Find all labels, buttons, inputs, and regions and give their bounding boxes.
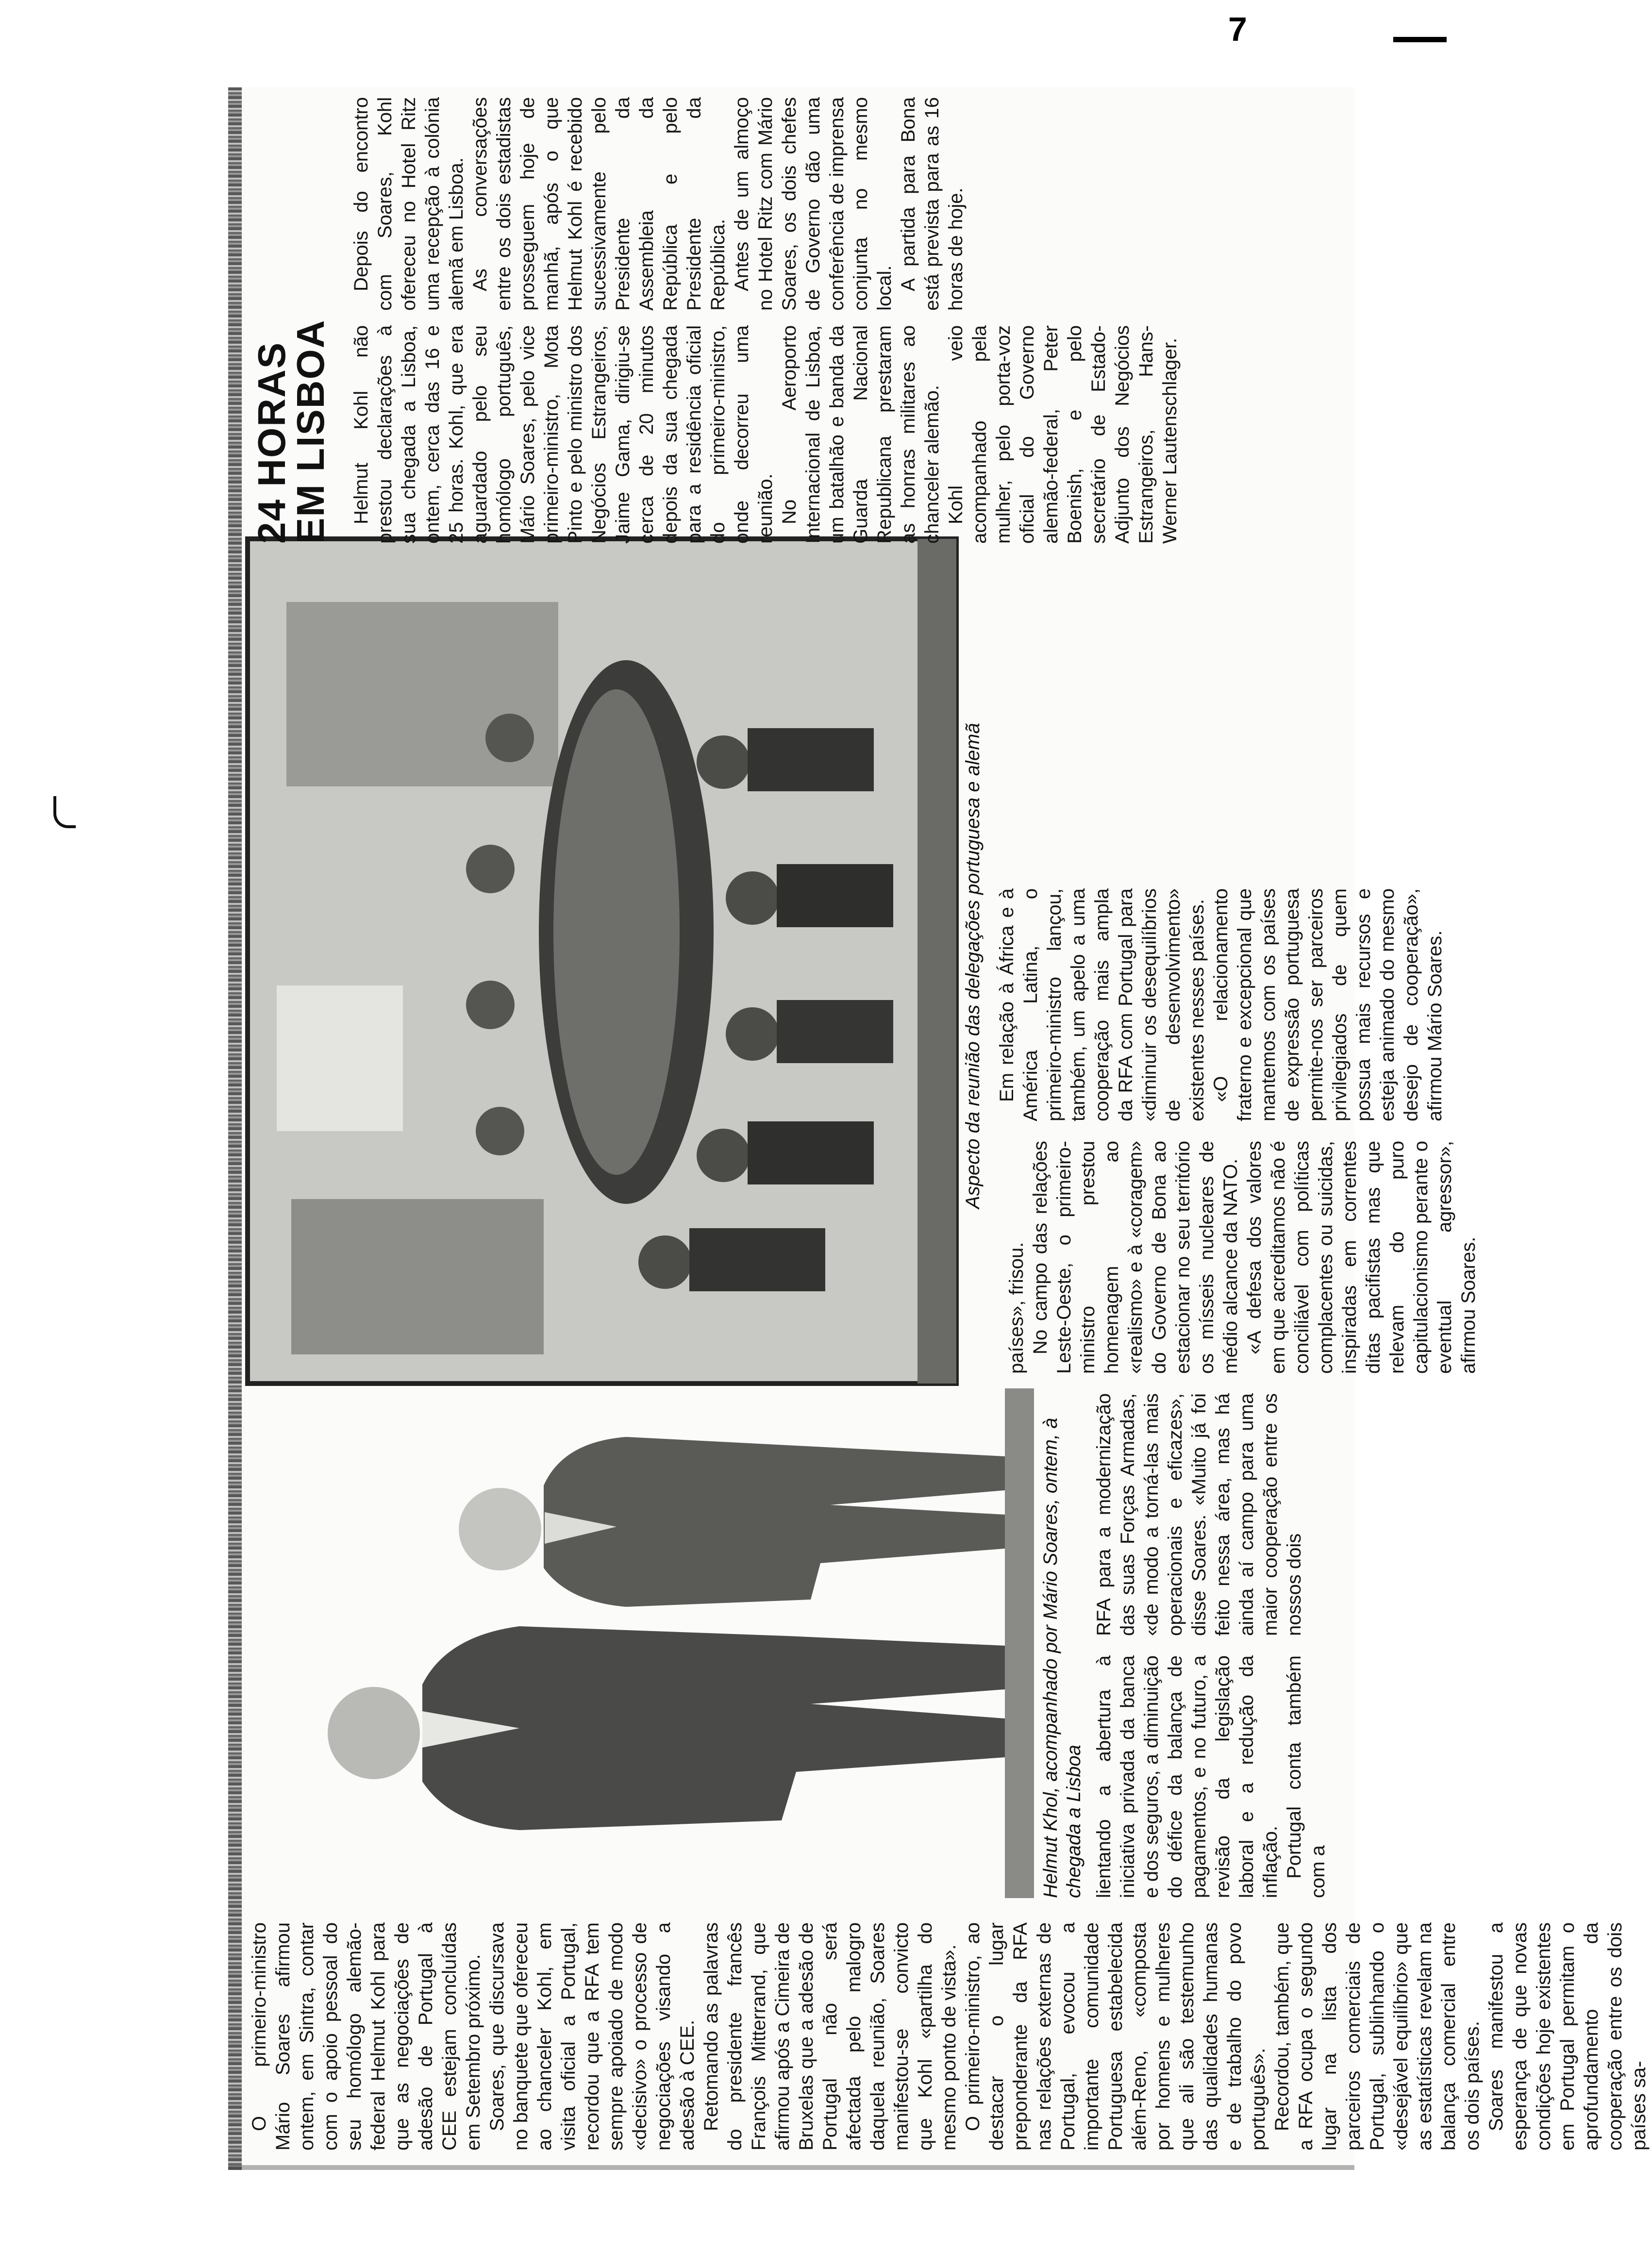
column-2-text: lientando a abertura à iniciativa privada da banca e dos seguros, a diminuição do défice da balança de pagamentos, e no futuro, a revisão da legislação laboral e a redução da inflação. — [1093, 1655, 1281, 1898]
column-5-text: «O relacionamento fraterno e excepcional que mantemos com os países de expressão portuguesa permite-nos ser parceiros privilegiados de quem possua mais recursos e esteja animado do mesmo desejo de cooperação», afirmou Mário Soares. — [1210, 888, 1446, 1121]
sidebar-paragraph: Kohl veio acompanhado pela mulher, pelo porta-voz oficial do Governo alemão-federal, Peter Boenish, e pelo secretário de Estado-Adjunto dos Negócios Estrangeiros, Hans-Werner Lautenschlager. — [945, 325, 1181, 544]
photo-caption-left: Helmut Khol, acompanhado por Mário Soares, ontem, à chegada a Lisboa — [1040, 1418, 1084, 1898]
article-column-2 — [1092, 1655, 1330, 1898]
column-4-text: países», frisou. — [1006, 1242, 1027, 1374]
column-4-text: «A defesa dos valores em que acreditamos não é conciliável com políticas complacentes ou suicidas, inspiradas em correntes ditas pacifistas mas que relevam do puro capitulacionismo perante o eventual agressor», afirmou Soares. — [1244, 1141, 1479, 1374]
lead-paragraph: Soares, que discursava no banquete que ofereceu ao chanceler Kohl, em visita oficial a Portugal, recordou que a RFA tem sempre apoiado de modo «decisivo» o processo de negociações visando a adesão à CEE. — [486, 1922, 698, 2151]
sidebar-headline — [252, 92, 330, 544]
top-rule — [228, 87, 242, 2170]
sidebar-paragraph: Antes de um almoço no Hotel Ritz com Mário Soares, os dois chefes de Governo dão uma conferência de imprensa conjunta no mesmo local. — [731, 97, 895, 311]
sidebar-headline-line-2: EM LISBOA — [289, 319, 332, 544]
corner-mark-dash: — — [1393, 6, 1447, 66]
lead-paragraph: Retomando as palavras do presidente francês François Mitterrand, que afirmou após a Cimeira de Bruxelas que a adesão de Portugal não será afectada pelo malogro daquela reunião, Soares manifestou-se convicto que Kohl «partilha do mesmo ponto de vista». — [700, 1922, 960, 2151]
sidebar-paragraph: A partida para Bona está prevista para as 16 horas de hoje. — [898, 97, 967, 311]
sidebar-column-2 — [350, 97, 968, 311]
article-column-3 — [1092, 1393, 1306, 1636]
article-column-4 — [1005, 1141, 1481, 1374]
lead-paragraph: Recordou, também, que a RFA ocupa o segundo lugar na lista dos parceiros comerciais de Portugal, sublinhando o «desejável equilíbrio» que as estatísticas revelam na balança comercial entre os dois países. — [1271, 1922, 1483, 2151]
sidebar-headline-line-1: 24 HORAS — [250, 341, 293, 544]
column-2-text-cont: Portugal conta também com a — [1284, 1655, 1329, 1898]
lead-paragraph: O primeiro-ministro Mário Soares afirmou ontem, em Sintra, contar com o apoio pessoal do seu homólogo alemão-federal Helmut Kohl para que as negociações de adesão de Portugal à CEE estejam concluídas em Setembro próximo. — [249, 1922, 484, 2151]
column-4-text: No campo das relações Leste-Oeste, o primeiro-ministro prestou homenagem ao «realismo» e à «coragem» do Governo de Bona ao estacionar no seu território os mísseis nucleares de médio alcance da NATO. — [1030, 1141, 1241, 1374]
sidebar-paragraph: As conversações entre os dois estadistas prosseguem hoje de manhã, após o que Helmut Kohl é recebido sucessivamente pelo Presidente da Assembleia da República e pelo Presidente da República. — [469, 97, 729, 311]
column-3-text: RFA para a modernização das suas Forças Armadas, «de modo a torná-las mais operacionais e eficazes», disse Soares. «Muito já foi feito nessa área, mas há ainda aí campo para uma maior cooperação entre os nossos dois — [1093, 1393, 1305, 1636]
left-edge-shadow — [228, 2165, 1354, 2170]
lead-paragraph: O primeiro-ministro, ao destacar o lugar preponderante da RFA nas relações externas de Portugal, evocou a importante comunidade Portuguesa estabelecida além-Reno, «composta por homens e mulheres que ali são testemunho das qualidades humanas e de trabalho do povo português». — [962, 1922, 1269, 2151]
newspaper-clipping — [228, 87, 1650, 2170]
article-column-5 — [995, 888, 1447, 1121]
lead-paragraph: Soares manifestou a esperança de que novas condições hoje existentes em Portugal permitam o aprofundamento da cooperação entre os dois países sa- — [1485, 1922, 1650, 2151]
sidebar-paragraph: No Aeroporto Internacional de Lisboa, um batalhão e banda da Guarda Nacional Republicana prestaram as honras militares ao chanceler alemão. — [779, 325, 943, 544]
corner-mark-seven: 7 — [1228, 10, 1247, 48]
lead-column — [248, 1922, 1651, 2151]
photo-delegations-meeting — [248, 539, 956, 1384]
sidebar-paragraph: Depois do encontro com Soares, Kohl ofereceu no Hotel Ritz uma recepção à colónia alemã em Lisboa. — [350, 97, 467, 311]
photo-caption-right: Aspecto da reunião das delegações portuguesa e alemã — [962, 723, 984, 1209]
sidebar-paragraph: Helmut Kohl não prestou declarações à sua chegada a Lisboa, ontem, cerca das 16 e 25 horas. Kohl, que era aguardado pelo seu homólogo português, Mário Soares, pelo vice primeiro-ministro, Mota Pinto e pelo ministro dos Negócios Estrangeiros, Jaime Gama, dirigiu-se cerca de 20 minutos depois da sua chegada para a residência oficial do primeiro-ministro, onde decorreu uma reunião. — [350, 325, 776, 544]
sidebar-column-1 — [350, 325, 1182, 544]
margin-bracket-mark — [53, 796, 76, 828]
photo-kohl-soares — [248, 1388, 1034, 1898]
column-5-text: Em relação à África e à América Latina, o primeiro-ministro lançou, também, um apelo a uma cooperação mais ampla da RFA com Portugal para «diminuir os desequilíbrios de desenvolvimento» existentes nesses países. — [996, 888, 1208, 1121]
